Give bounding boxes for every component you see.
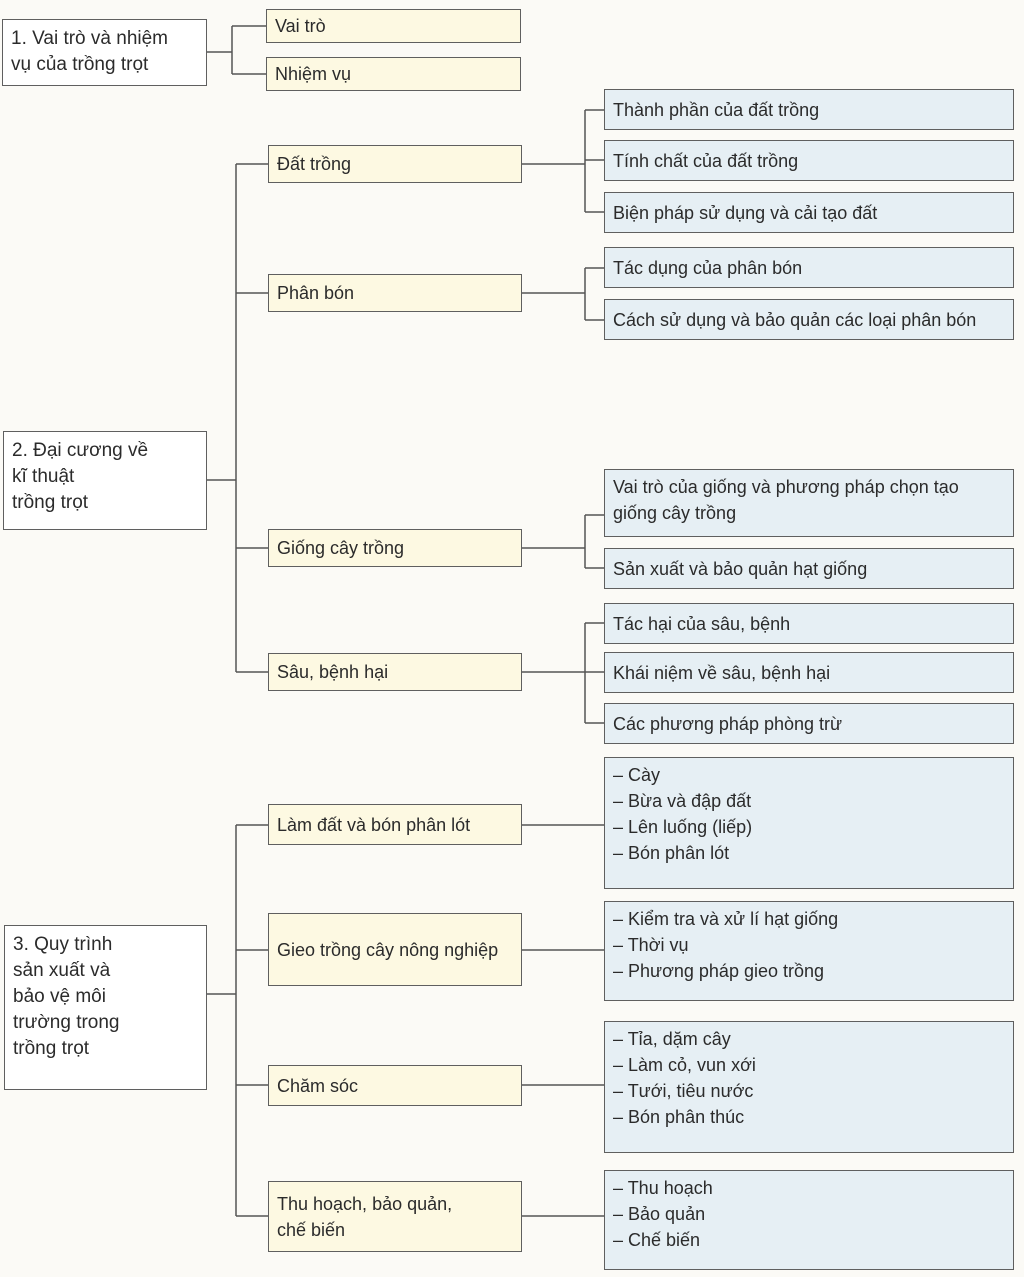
step-item: – Chế biến [613,1227,1005,1253]
topic-gieo-trong [268,913,522,986]
detail-text: Thành phần của đất trồng [613,99,820,120]
topic-phan-bon [268,274,522,312]
topic-dat-trong [268,145,522,183]
detail-box [604,703,1014,744]
detail-text: Biện pháp sử dụng và cải tạo đất [613,202,878,223]
topic-label: Chăm sóc [277,1075,359,1096]
topic-label: Nhiệm vụ [275,64,352,84]
step-list-box [604,901,1014,1001]
detail-text: Vai trò của giống và phương pháp chọn tạo giống cây trồng [613,477,959,523]
detail-text: Khái niệm về sâu, bệnh hại [613,662,831,683]
step-item: – Làm cỏ, vun xới [613,1052,1005,1078]
topic-label: Thu hoạch, bảo quản, chế biến [277,1193,453,1240]
detail-text: Cách sử dụng và bảo quản các loại phân bón [613,309,977,330]
detail-text: Tác dụng của phân bón [613,257,803,278]
topic-label: Vai trò [275,16,326,36]
section-1-box [2,19,207,86]
step-item: – Tưới, tiêu nước [613,1078,1005,1104]
detail-box [604,192,1014,233]
step-item: – Bừa và đập đất [613,788,1005,814]
detail-box [604,299,1014,340]
step-item: – Bón phân lót [613,840,1005,866]
step-item: – Thời vụ [613,932,1005,958]
topic-lam-dat [268,804,522,845]
topic-label: Đất trồng [277,154,352,174]
step-list-box [604,757,1014,889]
topic-sau-benh-hai [268,653,522,691]
detail-text: Tính chất của đất trồng [613,150,799,171]
detail-text: Sản xuất và bảo quản hạt giống [613,558,868,579]
topic-label: Phân bón [277,283,355,303]
detail-box [604,247,1014,288]
step-list-box [604,1170,1014,1270]
topic-label: Gieo trồng cây nông nghiệp [277,939,499,960]
topic-nhiem-vu [266,57,521,91]
detail-box [604,548,1014,589]
step-list-box [604,1021,1014,1153]
detail-text: Tác hại của sâu, bệnh [613,613,791,634]
section-1-title: 1. Vai trò và nhiệm vụ của trồng trọt [11,28,169,75]
detail-box [604,603,1014,644]
section-3-title: 3. Quy trình sản xuất và bảo vệ môi trường trong trồng trọt [13,934,120,1059]
step-item: – Cày [613,762,1005,788]
step-item: – Phương pháp gieo trồng [613,958,1005,984]
step-item: – Kiểm tra và xử lí hạt giống [613,906,1005,932]
topic-label: Giống cây trồng [277,538,405,558]
detail-box [604,140,1014,181]
step-item: – Lên luống (liếp) [613,814,1005,840]
section-2-title: 2. Đại cương về kĩ thuật trồng trọt [12,440,149,513]
section-3-box [4,925,207,1090]
step-item: – Thu hoạch [613,1175,1005,1201]
topic-label: Sâu, bệnh hại [277,662,389,682]
section-2-box [3,431,207,530]
detail-text: Các phương pháp phòng trừ [613,713,843,734]
step-item: – Tỉa, dặm cây [613,1026,1005,1052]
step-item: – Bón phân thúc [613,1104,1005,1130]
topic-label: Làm đất và bón phân lót [277,814,471,835]
topic-cham-soc [268,1065,522,1106]
topic-vai-tro [266,9,521,43]
step-item: – Bảo quản [613,1201,1005,1227]
detail-box [604,469,1014,537]
detail-box [604,652,1014,693]
detail-box [604,89,1014,130]
topic-thu-hoach [268,1181,522,1252]
topic-giong-cay-trong [268,529,522,567]
